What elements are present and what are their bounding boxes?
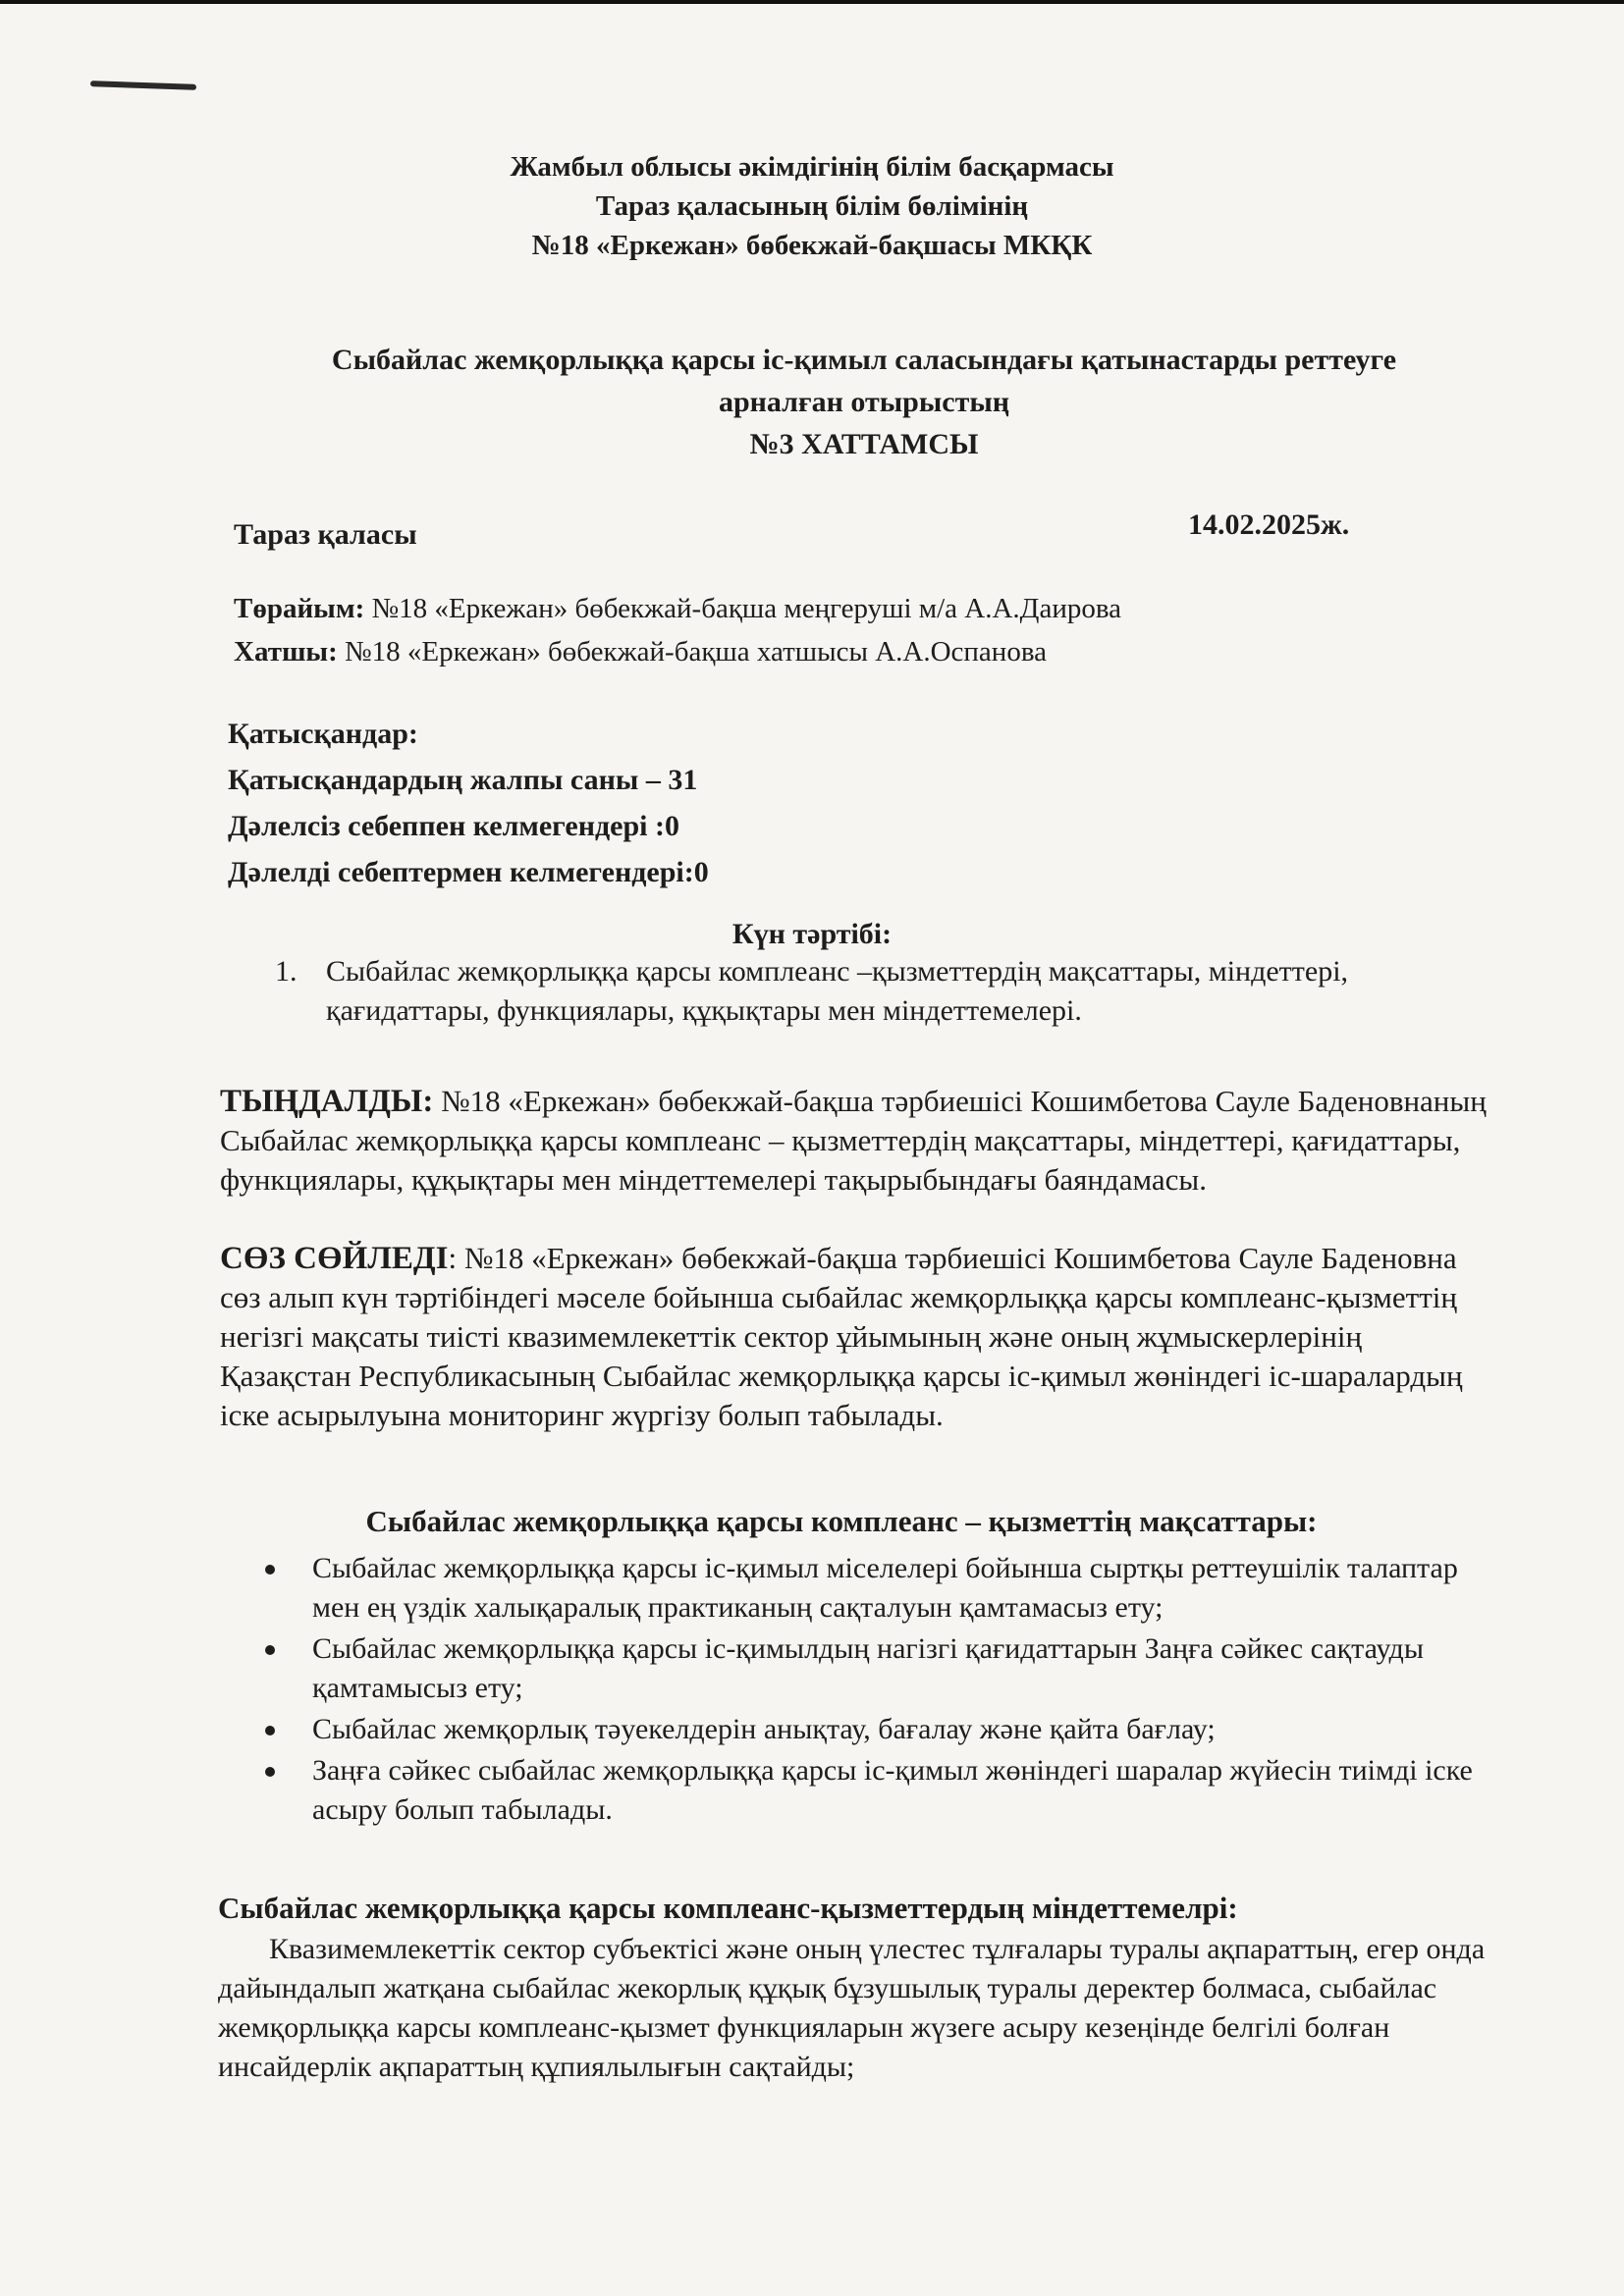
title-line-3: №3 ХАТТАМСЫ	[749, 428, 979, 460]
chair-label: Төрайым:	[234, 593, 365, 624]
org-line-1: Жамбыл облысы әкімдігінің білім басқармасы	[510, 151, 1114, 183]
spoke-text: : №18 «Еркежан» бөбекжай-бақша тәрбиешісі Кошимбетова Сауле Баденовна сөз алып күн тәртібіндегі мәселе бойынша сыбайлас жемқорлыққа қарсы комплеанс-қызметтің негізгі мақсаты тиісті квазимемлекеттік сектор ұйымының және оның жұмыскерлерінің Қазақстан Республикасының Сыбайлас жемқорлыққа қарсы іс-қимыл жөніндегі іс-шаралардың іске асырылуына мониторинг жүргізу болып табылады.	[220, 1241, 1463, 1432]
secretary-line	[234, 630, 1121, 673]
list-item	[257, 1549, 1485, 1628]
document-title	[196, 339, 1532, 465]
obligations-text: Квазимемлекеттік сектор субъектісі және оның үлестес тұлғалары туралы ақпараттың, егер онда дайындалып жатқана сыбайлас жекорлық құқық бұзушылық туралы деректер болмаса, сыбайлас жемқорлыққа карсы комплеанс-қызмет функцияларын жүзеге асыру кезеңінде белгілі болған инсайдерлік ақпараттың құпиялылығын сақтайды;	[218, 1933, 1486, 2083]
bullet-icon	[265, 1767, 275, 1777]
attendance	[228, 711, 709, 895]
scan-edge	[0, 0, 1624, 4]
heard-text: №18 «Еркежан» бөбекжай-бақша тәрбиешісі Кошимбетова Сауле Баденовнаның Сыбайлас жемқорлыққа қарсы комплеанс – қызметтердің мақсаттары, міндеттері, қағидаттары, функциялары, құқықтары мен міндеттемелері тақырыбындағы баяндамасы.	[220, 1084, 1487, 1197]
list-item-text: Сыбайлас жемқорлыққа қарсы іс-қимылдың нагізгі қағидаттарын Заңға сәйкес сақтауды қамтамысыз ету;	[312, 1632, 1424, 1704]
scan-mark	[90, 80, 196, 90]
bullet-icon	[265, 1565, 275, 1575]
org-header	[0, 147, 1624, 265]
spoke-lead: СӨЗ СӨЙЛЕДІ	[220, 1241, 449, 1276]
attendance-heading: Қатысқандар:	[228, 718, 418, 750]
heard-paragraph	[220, 1082, 1496, 1200]
secretary-value: №18 «Еркежан» бөбекжай-бақша хатшысы А.А.Оспанова	[337, 636, 1048, 667]
date: 14.02.2025ж.	[1188, 508, 1350, 541]
org-line-2: Тараз қаласының білім бөлімінің	[595, 190, 1029, 222]
org-line-3: №18 «Еркежан» бөбекжай-бақшасы МКҚК	[531, 230, 1093, 261]
obligations-heading: Сыбайлас жемқорлыққа қарсы комплеанс-қызметтердың міндеттемелрі:	[218, 1891, 1238, 1925]
goals-list	[257, 1549, 1485, 1832]
goals-heading: Сыбайлас жемқорлыққа қарсы комплеанс – қызметтің мақсаттары:	[365, 1504, 1318, 1538]
attendance-excused: Дәлелді себептермен келмегендері:0	[228, 856, 709, 888]
agenda-item-number: 1.	[275, 955, 298, 988]
bullet-icon	[265, 1645, 275, 1655]
agenda-item-text: Сыбайлас жемқорлыққа қарсы комплеанс –қызметтердің мақсаттары, міндеттері, қағидаттары, функциялары, құқықтары мен міндеттемелері.	[326, 955, 1349, 1027]
list-item	[257, 1710, 1485, 1749]
agenda-title: Күн тәртібі:	[731, 918, 893, 950]
bullet-icon	[265, 1726, 275, 1735]
list-item-text: Сыбайлас жемқорлыққа қарсы іс-қимыл мiселелерi бойынша сыртқы реттеушілік талаптар мен ең үздік халықаралық практиканың сақталуын қамтамасыз ету;	[312, 1552, 1458, 1624]
title-line-2: арналған отырыстың	[718, 386, 1010, 418]
officials	[234, 587, 1121, 673]
city: Тараз қаласы	[234, 518, 417, 551]
list-item-text: Сыбайлас жемқорлық тәуекелдерін анықтау, бағалау және қайта бағлау;	[312, 1713, 1216, 1745]
secretary-label: Хатшы:	[234, 636, 338, 667]
spoke-paragraph	[220, 1239, 1496, 1435]
heard-lead: ТЫҢДАЛДЫ:	[220, 1084, 434, 1119]
list-item	[257, 1751, 1485, 1830]
attendance-unexcused: Дәлелсіз себеппен келмегендері :0	[228, 810, 679, 842]
chair-value: №18 «Еркежан» бөбекжай-бақша меңгеруші м/а А.А.Даирова	[364, 593, 1122, 624]
title-line-1: Сыбайлас жемқорлыққа қарсы іс-қимыл саласындағы қатынастарды реттеуге	[331, 344, 1397, 376]
attendance-total: Қатысқандардың жалпы саны – 31	[228, 764, 698, 796]
list-item	[257, 1629, 1485, 1708]
agenda-item	[275, 952, 1404, 1031]
list-item-text: Заңға сәйкес сыбайлас жемқорлыққа қарсы іс-қимыл жөніндегі шаралар жүйесін тиімді іске асыру болып табылады.	[312, 1754, 1473, 1826]
chair-line	[234, 587, 1121, 630]
